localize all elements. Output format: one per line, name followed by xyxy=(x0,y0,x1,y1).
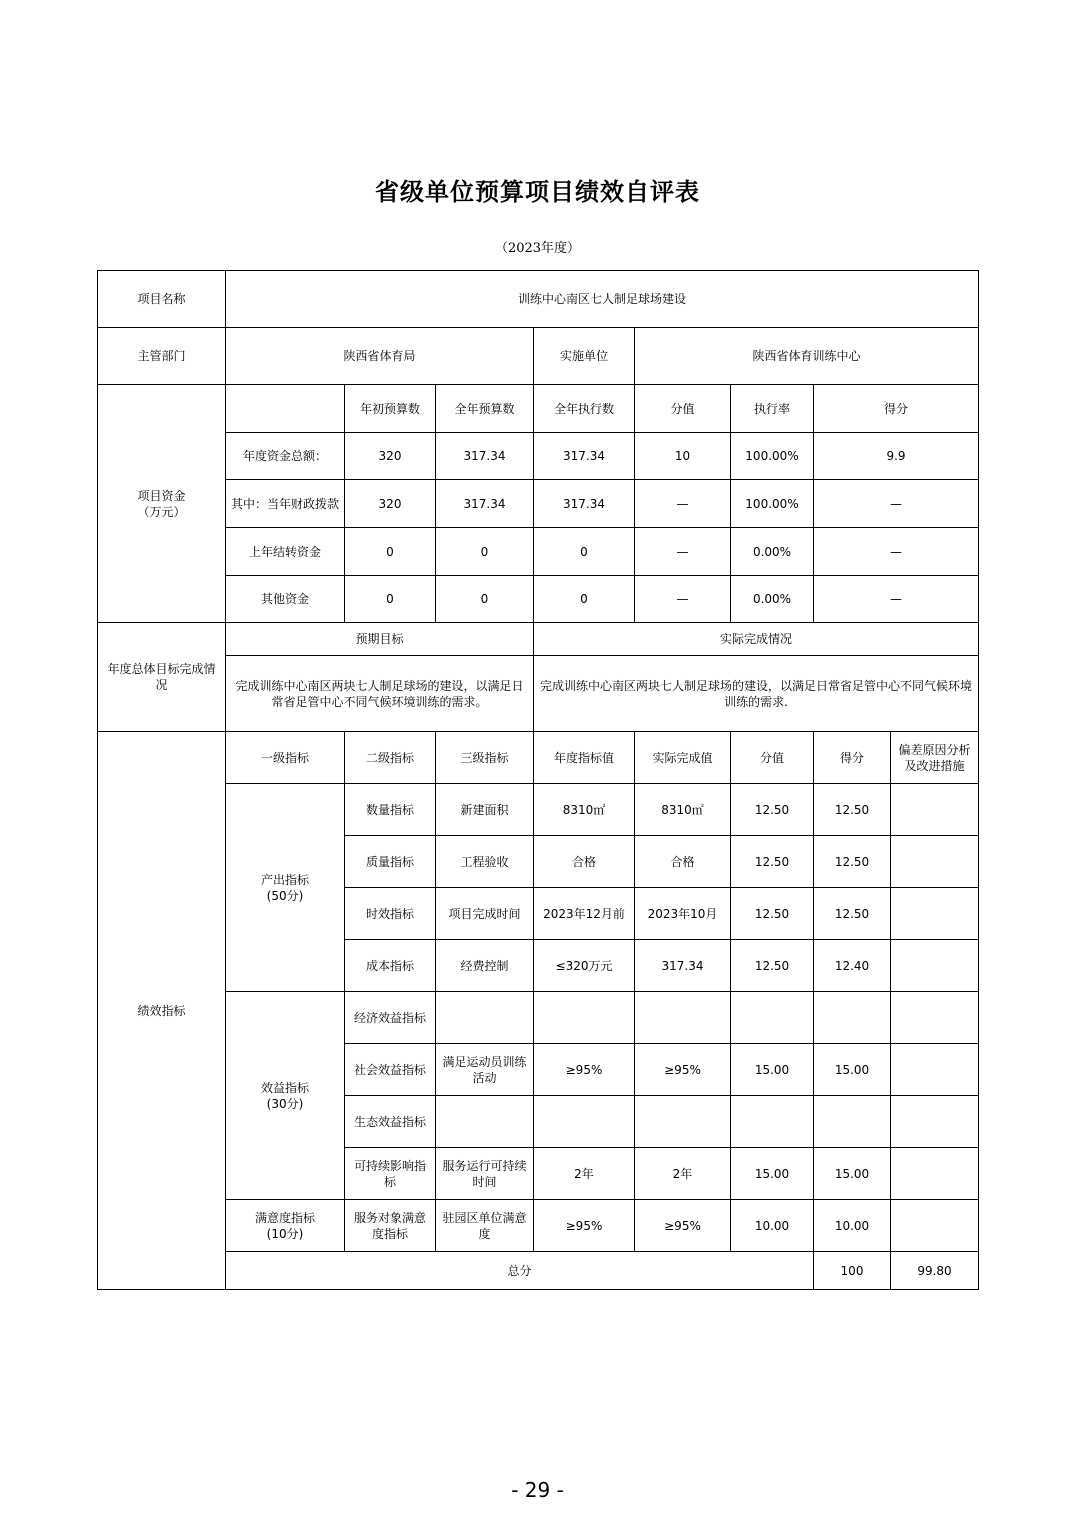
indicator-cell xyxy=(891,1096,979,1148)
output-label-line2: (50分) xyxy=(266,888,304,903)
indicator-cell: ≤320万元 xyxy=(534,940,635,992)
satisfaction-row xyxy=(98,1200,979,1252)
funds-cell: 0 xyxy=(534,576,635,623)
department-row xyxy=(98,328,979,385)
indicator-cell: 合格 xyxy=(534,836,635,888)
indicator-cell xyxy=(891,784,979,836)
indicator-cell: 12.50 xyxy=(814,888,891,940)
indicator-cell: 服务运行可持续时间 xyxy=(436,1148,534,1200)
performance-header-cell: 实际完成值 xyxy=(635,732,731,784)
evaluation-table xyxy=(97,270,979,1290)
indicator-cell: 12.50 xyxy=(731,888,814,940)
page-number: - 29 - xyxy=(511,1478,564,1502)
indicator-cell: 质量指标 xyxy=(345,836,436,888)
project-name-value: 训练中心南区七人制足球场建设 xyxy=(226,271,979,328)
benefit-label-line2: (30分) xyxy=(266,1096,304,1111)
indicator-cell: 10.00 xyxy=(731,1200,814,1252)
funds-cell: — xyxy=(814,480,979,528)
funds-header-row xyxy=(98,385,979,433)
indicator-cell: 数量指标 xyxy=(345,784,436,836)
funds-header-cell: 年初预算数 xyxy=(345,385,436,433)
output-indicator-label xyxy=(226,784,345,992)
indicator-cell xyxy=(436,992,534,1044)
goal-text-row xyxy=(98,656,979,732)
indicator-cell: 经费控制 xyxy=(436,940,534,992)
indicator-cell: 经济效益指标 xyxy=(345,992,436,1044)
indicator-cell xyxy=(635,1096,731,1148)
goal-expected-text: 完成训练中心南区两块七人制足球场的建设，以满足日常省足管中心不同气候环境训练的需求。 xyxy=(226,656,534,732)
implementing-unit-label: 实施单位 xyxy=(534,328,635,385)
performance-label: 绩效指标 xyxy=(98,732,226,1290)
performance-header-row xyxy=(98,732,979,784)
indicator-cell xyxy=(731,992,814,1044)
indicator-cell xyxy=(814,992,891,1044)
indicator-cell xyxy=(635,992,731,1044)
indicator-cell: 成本指标 xyxy=(345,940,436,992)
indicator-cell: 可持续影响指标 xyxy=(345,1148,436,1200)
benefit-label-line1: 效益指标 xyxy=(260,1080,309,1095)
total-score-value: 100 xyxy=(814,1252,891,1290)
funds-cell: 320 xyxy=(345,480,436,528)
funds-cell: 0.00% xyxy=(731,576,814,623)
performance-header-cell: 二级指标 xyxy=(345,732,436,784)
benefit-row xyxy=(98,992,979,1044)
indicator-cell: 工程验收 xyxy=(436,836,534,888)
funds-cell: — xyxy=(814,528,979,576)
satisfaction-label-line1: 满意度指标 xyxy=(254,1210,315,1225)
funds-header-cell: 得分 xyxy=(814,385,979,433)
funds-label xyxy=(98,385,226,623)
total-row xyxy=(98,1252,979,1290)
indicator-cell: 12.50 xyxy=(731,836,814,888)
total-score-got: 99.80 xyxy=(891,1252,979,1290)
department-value: 陕西省体育局 xyxy=(226,328,534,385)
performance-header-cell: 分值 xyxy=(731,732,814,784)
funds-cell: 0 xyxy=(345,576,436,623)
indicator-cell: 生态效益指标 xyxy=(345,1096,436,1148)
indicator-cell: 15.00 xyxy=(731,1044,814,1096)
indicator-cell: 项目完成时间 xyxy=(436,888,534,940)
performance-header-cell: 得分 xyxy=(814,732,891,784)
output-row xyxy=(98,784,979,836)
funds-cell: 317.34 xyxy=(436,433,534,480)
indicator-cell xyxy=(891,836,979,888)
funds-cell: — xyxy=(635,576,731,623)
indicator-cell: 社会效益指标 xyxy=(345,1044,436,1096)
funds-cell: 0.00% xyxy=(731,528,814,576)
funds-cell: — xyxy=(635,480,731,528)
indicator-cell: 时效指标 xyxy=(345,888,436,940)
funds-cell: 0 xyxy=(436,576,534,623)
goal-expected-header: 预期目标 xyxy=(226,623,534,656)
funds-cell: 其他资金 xyxy=(226,576,345,623)
indicator-cell: 新建面积 xyxy=(436,784,534,836)
satisfaction-label-line2: (10分) xyxy=(266,1226,304,1241)
funds-row xyxy=(98,528,979,576)
funds-cell: 0 xyxy=(436,528,534,576)
funds-cell: 320 xyxy=(345,433,436,480)
indicator-cell: ≥95% xyxy=(635,1200,731,1252)
total-label: 总分 xyxy=(226,1252,814,1290)
indicator-cell: 15.00 xyxy=(814,1044,891,1096)
funds-cell: 317.34 xyxy=(534,480,635,528)
indicator-cell: ≥95% xyxy=(534,1200,635,1252)
goal-label: 年度总体目标完成情况 xyxy=(98,623,226,732)
indicator-cell xyxy=(731,1096,814,1148)
goal-actual-header: 实际完成情况 xyxy=(534,623,979,656)
indicator-cell: 317.34 xyxy=(635,940,731,992)
indicator-cell: 12.50 xyxy=(731,784,814,836)
indicator-cell xyxy=(534,1096,635,1148)
indicator-cell: 15.00 xyxy=(731,1148,814,1200)
indicator-cell: 10.00 xyxy=(814,1200,891,1252)
funds-cell: 0 xyxy=(345,528,436,576)
indicator-cell: 2023年10月 xyxy=(635,888,731,940)
funds-cell: 10 xyxy=(635,433,731,480)
indicator-cell xyxy=(891,940,979,992)
funds-cell: — xyxy=(635,528,731,576)
funds-header-cell: 执行率 xyxy=(731,385,814,433)
indicator-cell: 满足运动员训练活动 xyxy=(436,1044,534,1096)
funds-cell: 317.34 xyxy=(534,433,635,480)
satisfaction-indicator-label xyxy=(226,1200,345,1252)
indicator-cell: 服务对象满意度指标 xyxy=(345,1200,436,1252)
indicator-cell xyxy=(891,888,979,940)
indicator-cell xyxy=(534,992,635,1044)
funds-label-line1: 项目资金 xyxy=(137,488,186,503)
page-title: 省级单位预算项目绩效自评表 xyxy=(375,178,700,206)
output-label-line1: 产出指标 xyxy=(260,872,309,887)
department-label: 主管部门 xyxy=(98,328,226,385)
indicator-cell: ≥95% xyxy=(534,1044,635,1096)
funds-cell: 317.34 xyxy=(436,480,534,528)
indicator-cell xyxy=(436,1096,534,1148)
funds-cell: 100.00% xyxy=(731,480,814,528)
funds-cell: 年度资金总额： xyxy=(226,433,345,480)
funds-cell: 100.00% xyxy=(731,433,814,480)
funds-cell: 其中：当年财政拨款 xyxy=(226,480,345,528)
indicator-cell: 8310㎡ xyxy=(534,784,635,836)
benefit-indicator-label xyxy=(226,992,345,1200)
funds-header-cell: 分值 xyxy=(635,385,731,433)
funds-header-cell: 全年执行数 xyxy=(534,385,635,433)
funds-header-cell xyxy=(226,385,345,433)
performance-header-cell: 一级指标 xyxy=(226,732,345,784)
project-name-row xyxy=(98,271,979,328)
funds-row xyxy=(98,576,979,623)
indicator-cell: 合格 xyxy=(635,836,731,888)
project-name-label: 项目名称 xyxy=(98,271,226,328)
indicator-cell: 12.50 xyxy=(814,836,891,888)
funds-row xyxy=(98,480,979,528)
indicator-cell: 2年 xyxy=(635,1148,731,1200)
indicator-cell xyxy=(891,1200,979,1252)
indicator-cell xyxy=(891,992,979,1044)
indicator-cell xyxy=(814,1096,891,1148)
funds-cell: 0 xyxy=(534,528,635,576)
funds-cell: 9.9 xyxy=(814,433,979,480)
page-subtitle: （2023年度） xyxy=(494,241,581,256)
indicator-cell: 驻园区单位满意度 xyxy=(436,1200,534,1252)
indicator-cell xyxy=(891,1044,979,1096)
indicator-cell: 2023年12月前 xyxy=(534,888,635,940)
indicator-cell: 12.40 xyxy=(814,940,891,992)
funds-cell: 上年结转资金 xyxy=(226,528,345,576)
implementing-unit-value: 陕西省体育训练中心 xyxy=(635,328,979,385)
indicator-cell: 8310㎡ xyxy=(635,784,731,836)
performance-header-cell: 偏差原因分析及改进措施 xyxy=(891,732,979,784)
indicator-cell: 15.00 xyxy=(814,1148,891,1200)
indicator-cell: 2年 xyxy=(534,1148,635,1200)
performance-header-cell: 三级指标 xyxy=(436,732,534,784)
funds-cell: — xyxy=(814,576,979,623)
goal-actual-text: 完成训练中心南区两块七人制足球场的建设，以满足日常省足管中心不同气候环境训练的需求. xyxy=(534,656,979,732)
performance-header-cell: 年度指标值 xyxy=(534,732,635,784)
goal-header-row xyxy=(98,623,979,656)
indicator-cell: ≥95% xyxy=(635,1044,731,1096)
funds-row xyxy=(98,433,979,480)
indicator-cell: 12.50 xyxy=(731,940,814,992)
funds-label-line2: （万元） xyxy=(137,504,186,519)
indicator-cell: 12.50 xyxy=(814,784,891,836)
funds-header-cell: 全年预算数 xyxy=(436,385,534,433)
indicator-cell xyxy=(891,1148,979,1200)
